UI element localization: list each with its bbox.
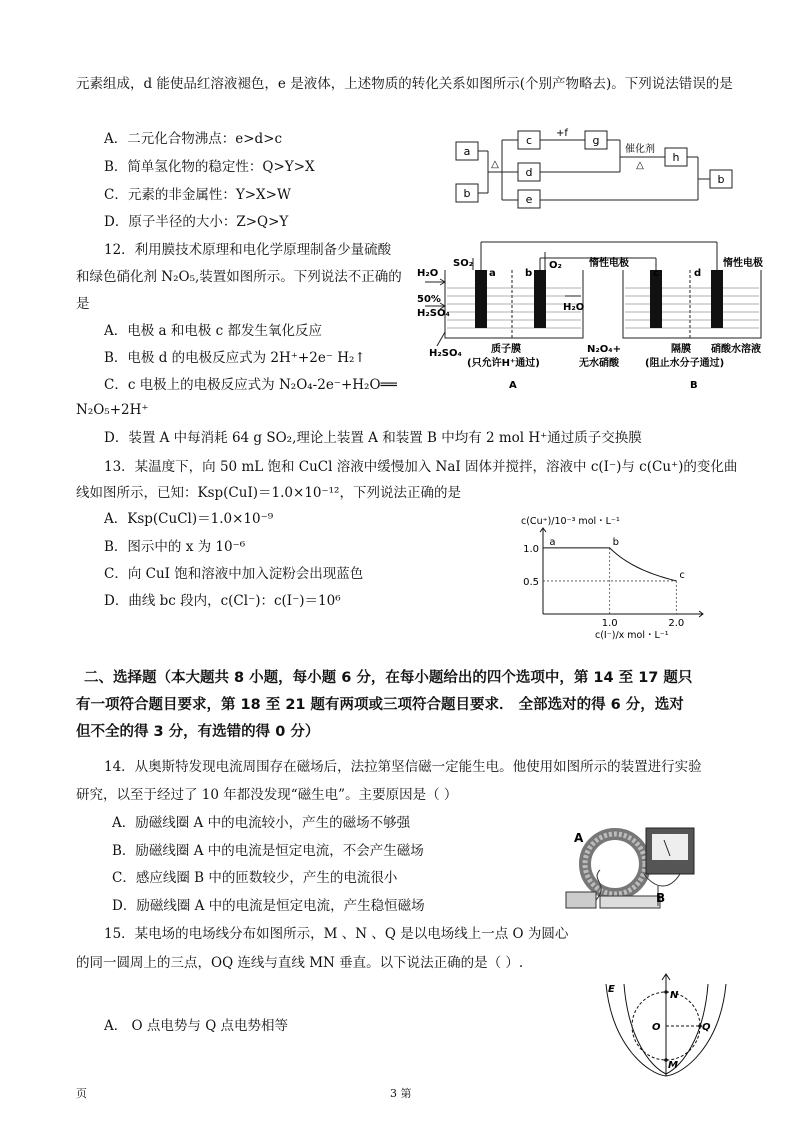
q13-option-a: A．Ksp(CuCl)＝1.0×10⁻⁹: [104, 511, 274, 527]
q15-field-lines: [598, 966, 728, 1084]
q11-conversion-diagram: [440, 122, 750, 222]
proton-membrane-label: 质子膜: [491, 344, 521, 355]
label-anhydrous-hno3: 无水硝酸: [579, 358, 619, 369]
q11-option-c: C．元素的非金属性：Y>X>W: [104, 187, 291, 203]
q14-option-b: B．励磁线圈 A 中的电流是恒定电流，不会产生磁场: [112, 843, 424, 859]
point-a-label: a: [549, 536, 556, 548]
separator-label: 隔膜: [671, 344, 691, 355]
q14-stem-2: 研究，以至于经过了 10 年都没发现“磁生电”。主要原因是（ ）: [76, 787, 458, 803]
label-n: N: [670, 990, 679, 1001]
q13-stem-1: 13．某温度下，向 50 mL 饱和 CuCl 溶液中缓慢加入 NaI 固体并搅拌，溶液中 c(I⁻)与 c(Cu⁺)的变化曲: [104, 459, 738, 475]
q14-option-a: A．励磁线圈 A 中的电流较小，产生的磁场不够强: [112, 815, 411, 831]
node-c: c: [525, 134, 533, 147]
electrode-a: [475, 270, 487, 328]
proton-membrane-note: (只允许H⁺通过): [467, 358, 540, 369]
q11-option-b: B．简单氢化物的稳定性：Q>Y>X: [104, 159, 315, 175]
q11-intro: 元素组成，d 能使品红溶液褪色，e 是液体，上述物质的转化关系如图所示(个别产物略去)。下列说法错误的是: [76, 76, 733, 92]
q12-stem-3: 是: [76, 296, 90, 312]
electrode-d: [711, 270, 723, 328]
catalyst-label: 催化剂: [625, 144, 655, 155]
point-b-label: b: [612, 536, 620, 548]
section-2-header-line-1: 二、选择题（本大题共 8 小题，每小题 6 分，在每小题给出的四个选项中，第 14 至 17 题只: [84, 670, 693, 686]
node-h: h: [672, 151, 680, 164]
label-inert-d: 惰性电极: [723, 258, 763, 269]
q15-stem-1: 15．某电场的电场线分布如图所示，M 、N 、Q 是以电场线上一点 O 为圆心: [104, 926, 569, 942]
q13-option-b: B．图示中的 x 为 10⁻⁶: [104, 539, 246, 555]
q12-option-d: D．装置 A 中每消耗 64 g SO₂,理论上装置 A 和装置 B 中均有 2 mol H⁺通过质子交换膜: [104, 430, 642, 446]
x-axis-label: c(I⁻)/x mol・L⁻¹: [595, 630, 669, 641]
q12-option-c: C．c 电极上的电极反应式为 N₂O₄-2e⁻+H₂O══: [104, 377, 397, 393]
q15-option-a: A． O 点电势与 Q 点电势相等: [104, 1018, 289, 1034]
q12-apparatus-diagram: [415, 236, 785, 396]
y-tick-2: 0.5: [523, 576, 539, 588]
q13-option-c: C．向 CuI 饱和溶液中加入淀粉会出现蓝色: [104, 566, 364, 582]
label-inert-c: 惰性电极: [589, 258, 629, 269]
coil-a-label: A: [574, 831, 584, 845]
label-e: E: [608, 984, 615, 995]
label-n2o4: N₂O₄+: [587, 344, 622, 355]
node-a: a: [463, 145, 471, 158]
y-tick-1: 1.0: [523, 543, 539, 555]
page-number: 3 第: [390, 1087, 412, 1100]
point-c-label: c: [679, 569, 685, 581]
node-b-final: b: [717, 173, 725, 186]
q12-option-c-cont: N₂O₅+2H⁺: [76, 402, 149, 418]
label-q: Q: [702, 1022, 711, 1033]
section-2-header-line-2: 有一项符合题目要求，第 18 至 21 题有两项或三项符合题目要求． 全部选对的得 6 分，选对: [76, 697, 684, 713]
q14-option-d: D．励磁线圈 A 中的电流是恒定电流，产生稳恒磁场: [112, 898, 425, 914]
label-d: d: [694, 268, 702, 279]
x-tick-1: 1.0: [601, 618, 618, 629]
q15-stem-2: 的同一圆周上的三点，OQ 连线与直线 MN 垂直。以下说法正确的是（ ）.: [76, 955, 524, 971]
label-h2o-in: H₂O: [417, 268, 439, 279]
heat-label-2: △: [636, 160, 644, 171]
q12-option-a: A．电极 a 和电极 c 都发生氧化反应: [104, 323, 323, 339]
y-axis-label: c(Cu⁺)/10⁻³ mol・L⁻¹: [521, 516, 620, 527]
q11-option-d: D．原子半径的大小：Z>Q>Y: [104, 214, 289, 230]
heat-label: △: [491, 159, 499, 170]
label-h2so4-out: H₂SO₄: [429, 348, 462, 359]
q13-chart: [515, 512, 715, 642]
separator-note: (阻止水分子通过): [645, 358, 725, 369]
label-device-a: A: [509, 380, 517, 391]
label-m: M: [668, 1060, 678, 1071]
node-b: b: [463, 187, 471, 200]
q13-option-d: D．曲线 bc 段内，c(Cl⁻)：c(I⁻)＝10⁶: [104, 593, 341, 609]
q12-option-b: B．电极 d 的电极反应式为 2H⁺+2e⁻ H₂↑: [104, 350, 366, 366]
label-c: c: [653, 268, 659, 279]
q11-option-a: A．二元化合物沸点：e>d>c: [104, 131, 283, 147]
label-b: b: [525, 268, 533, 279]
node-e: e: [525, 193, 533, 206]
label-device-b: B: [690, 380, 698, 391]
label-h2o-right: H₂O: [563, 302, 585, 313]
label-hno3-aq: 硝酸水溶液: [711, 344, 761, 355]
plus-f-label: +f: [556, 128, 568, 139]
q13-stem-2: 线如图所示，已知：Ksp(CuI)＝1.0×10⁻¹²，下列说法正确的是: [76, 485, 461, 501]
label-a: a: [489, 268, 496, 279]
q14-option-c: C．感应线圈 B 中的匝数较少，产生的电流很小: [112, 870, 398, 886]
q12-stem-2: 和绿色硝化剂 N₂O₅,装置如图所示。下列说法不正确的: [76, 269, 402, 285]
q14-stem-1: 14．从奥斯特发现电流周围存在磁场后，法拉第坚信磁一定能生电。他使用如图所示的装置进行实验: [104, 759, 702, 775]
label-o: O: [652, 1022, 661, 1033]
q14-coil-apparatus: [560, 820, 710, 920]
label-50pct: 50%: [417, 294, 441, 305]
electrode-b: [534, 270, 546, 328]
footer-left: 页: [76, 1087, 87, 1100]
node-d: d: [525, 166, 533, 179]
coil-b-label: B: [656, 891, 666, 905]
section-2-header-line-3: 但不全的得 3 分，有选错的得 0 分）: [76, 724, 320, 740]
q12-stem-1: 12．利用膜技术原理和电化学原理制备少量硫酸: [104, 242, 392, 258]
node-g: g: [592, 134, 600, 147]
x-tick-2: 2.0: [668, 618, 685, 629]
label-o2: O₂: [549, 260, 562, 271]
battery: [566, 892, 596, 908]
label-h2so4-in: H₂SO₄: [417, 308, 450, 319]
label-so2: SO₂: [453, 258, 474, 269]
